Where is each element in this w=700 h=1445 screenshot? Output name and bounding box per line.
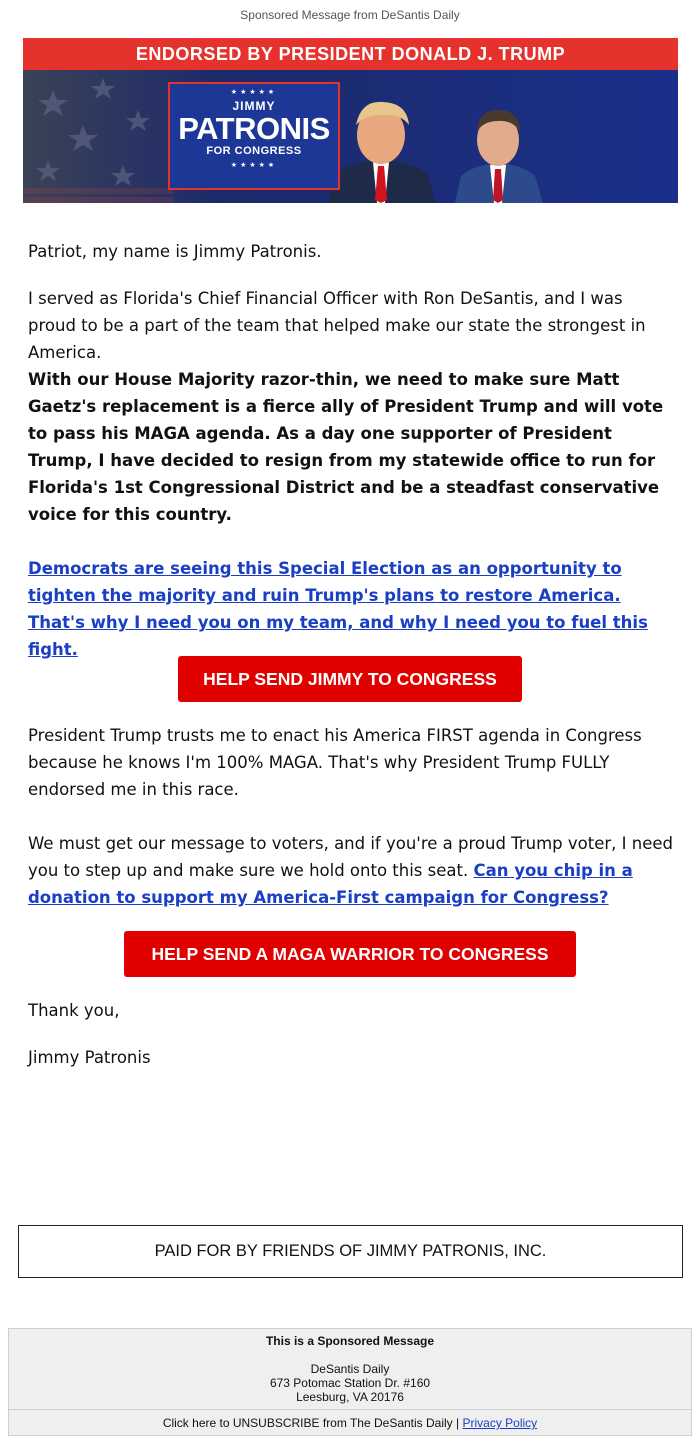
footer-street: 673 Potomac Station Dr. #160 <box>269 1376 431 1390</box>
logo-first-name: JIMMY <box>232 99 276 113</box>
footer-divider <box>9 1409 691 1410</box>
footer-separator: | <box>452 1416 463 1430</box>
greeting-text: Patriot, my name is Jimmy Patronis. <box>28 242 322 261</box>
help-send-jimmy-button[interactable]: HELP SEND JIMMY TO CONGRESS <box>178 656 522 702</box>
link-paragraph <box>28 555 673 663</box>
donation-paragraph-text: We must get our message to voters, and if you're a proud Trump voter, I need you to step up and make sure we hold onto this seat. <box>28 834 673 880</box>
democrats-special-election-link[interactable]: Democrats are seeing this Special Election as an opportunity to tighten the majority and ruin Trump's plans to restore America. That's why I need you on my team, and why I need you to fuel this fight. <box>28 559 648 659</box>
intro-paragraph: I served as Florida's Chief Financial Officer with Ron DeSantis, and I was proud to be a part of the team that helped make our state the strongest in America. <box>28 289 646 362</box>
logo-stars-top: ★★★★★ <box>230 89 278 96</box>
sponsor-footer <box>8 1328 692 1436</box>
endorsement-strip: ENDORSED BY PRESIDENT DONALD J. TRUMP <box>23 38 678 70</box>
paid-for-disclaimer: PAID FOR BY FRIENDS OF JIMMY PATRONIS, INC. <box>18 1225 683 1278</box>
logo-last-name: PATRONIS <box>178 111 330 146</box>
sponsored-message-header: Sponsored Message from DeSantis Daily <box>240 8 460 22</box>
privacy-policy-link[interactable]: Privacy Policy <box>462 1416 538 1430</box>
bold-paragraph: With our House Majority razor-thin, we need to make sure Matt Gaetz's replacement is a fierce ally of President Trump and will vote to pass his MAGA agenda. As a day one supporter of President Trump, I have decided to resign from my statewide office to run for Florida's 1st Congressional District and be a steadfast conservative voice for this country. <box>28 370 664 524</box>
banner-artwork <box>23 70 678 203</box>
logo-stars-bottom: ★★★★★ <box>230 162 278 169</box>
thank-you-text: Thank you, <box>28 1001 120 1020</box>
footer-address <box>9 1362 691 1404</box>
patronis-for-congress-logo <box>168 82 340 190</box>
help-send-maga-warrior-button[interactable]: HELP SEND A MAGA WARRIOR TO CONGRESS <box>124 931 576 977</box>
logo-subtitle: FOR CONGRESS <box>206 145 302 157</box>
endorsement-paragraph: President Trump trusts me to enact his America FIRST agenda in Congress because he knows I'm 100% MAGA. That's why President Trump FULLY endorsed me in this race. <box>28 726 642 799</box>
footer-title: This is a Sponsored Message <box>265 1334 435 1348</box>
chip-in-donation-link[interactable]: Can you chip in a donation to support my America-First campaign for Congress? <box>28 861 633 907</box>
campaign-banner[interactable] <box>23 38 678 203</box>
footer-links <box>9 1416 691 1430</box>
unsubscribe-link[interactable]: Click here to UNSUBSCRIBE from The DeSantis Daily <box>162 1416 453 1430</box>
footer-city: Leesburg, VA 20176 <box>296 1390 404 1404</box>
signature-text: Jimmy Patronis <box>28 1048 151 1067</box>
footer-org: DeSantis Daily <box>310 1362 390 1376</box>
donation-paragraph <box>28 830 673 911</box>
